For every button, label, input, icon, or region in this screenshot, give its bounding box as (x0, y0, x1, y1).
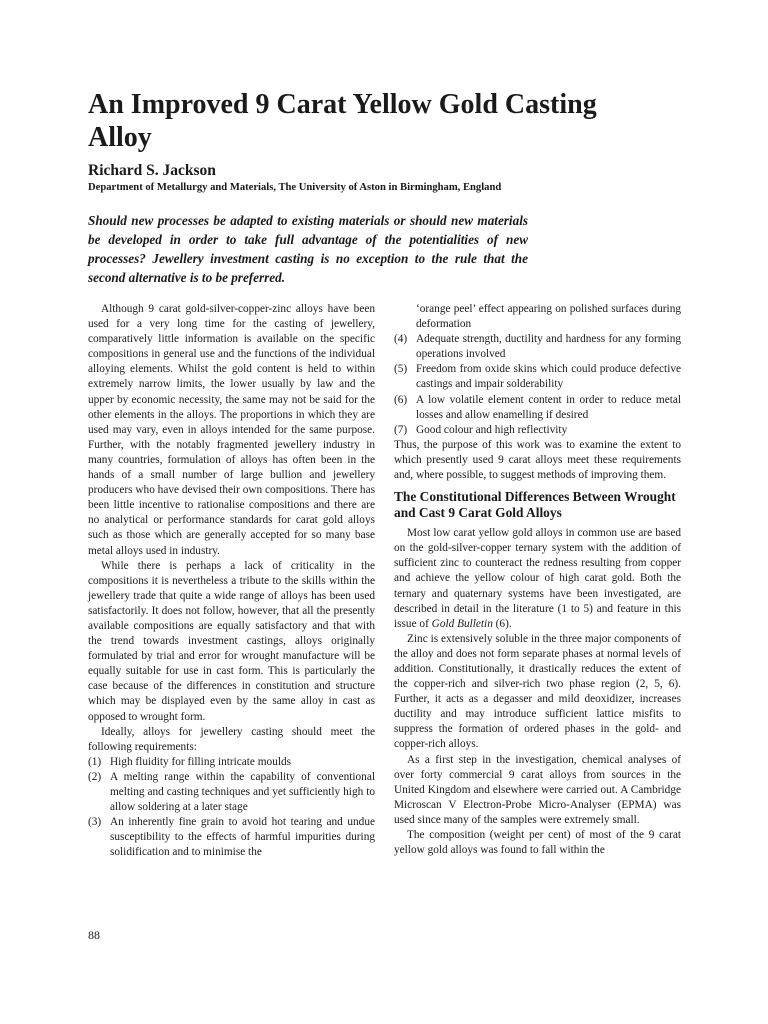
requirement-text: Adequate strength, ductility and hardness for any forming operations involved (416, 333, 681, 361)
requirement-item (394, 332, 681, 362)
section-heading: The Constitutional Differences Between Wrought and Cast 9 Carat Gold Alloys (394, 489, 676, 521)
abstract: Should new processes be adapted to existing materials or should new materials be developed in order to take full advantage of the potentialities of new processes? Jewellery investment casting is no exception to the rule that the second alternative is to be preferred. (88, 213, 528, 285)
requirement-item (88, 770, 375, 815)
requirement-text: Freedom from oxide skins which could produce defective castings and impair solderability (416, 363, 681, 391)
requirement-number: (5) (394, 363, 408, 376)
paragraph-purpose: Thus, the purpose of this work was to examine the extent to which presently used 9 carat alloys meet these requirements and, where possible, to suggest methods of improving them. (394, 438, 681, 482)
page-number: 88 (88, 928, 100, 942)
requirement-number: (3) (88, 816, 102, 829)
paragraph-zinc: Zinc is extensively soluble in the three major components of the alloy and does not form separate phases at normal levels of addition. Constitutionally, it drastically reduces the extent of the copper-rich and silver-rich two phase region (2, 5, 6). Further, it acts as a degasser and mild deoxidizer, increases ductility and may introduce sufficient lattice misfits to suppress the formation of ordered phases in the gold- and copper-rich alloys. (394, 632, 681, 751)
right-column (394, 302, 681, 858)
paragraph-composition: The composition (weight per cent) of most of the 9 carat yellow gold alloys was found to fall within the (394, 829, 681, 857)
requirement-text: A low volatile element content in order to reduce metal losses and allow enamelling if desired (416, 393, 681, 421)
requirements-list (88, 755, 375, 861)
requirement-text: An inherently fine grain to avoid hot tearing and undue susceptibility to the effects of harmful impurities during solidification and to minimise the (110, 816, 375, 859)
requirement-item (88, 755, 375, 770)
requirement-text: Good colour and high reflectivity (416, 423, 568, 436)
requirement-number: (4) (394, 333, 408, 346)
left-column (88, 302, 375, 860)
requirements-list-continued (394, 302, 681, 438)
journal-title: Gold Bulletin (431, 617, 493, 630)
requirement-number: (7) (394, 423, 408, 436)
author-name: Richard S. Jackson (88, 162, 216, 179)
requirement-text: A melting range within the capability of conventional melting and casting techniques and yet sufficiently high to allow soldering at a later stage (110, 770, 375, 814)
requirement-number: (1) (88, 755, 102, 768)
paragraph-criticality: While there is perhaps a lack of criticality in the compositions it is nevertheless a tribute to the skills within the jewellery trade that quite a wide range of alloys has been used satisfactorily. It does not follow, however, that all the presently available compositions are equally satisfactory and that with the trend towards investment castings, alloys originally formulated by trial and error for wrought manufacture will be equally suitable for use in cast form. This is particularly the case because of the differences in constitution and structure which may be displayed even by the same alloy in cast as opposed to wrought form. (88, 559, 375, 723)
paragraph-requirements-intro: Ideally, alloys for jewellery casting should meet the following requirements: (88, 725, 375, 753)
paragraph-ternary-system (394, 526, 681, 632)
requirement-text: ‘orange peel’ effect appearing on polished surfaces during deformation (416, 303, 681, 331)
requirement-item-continued (394, 302, 681, 332)
requirement-item (394, 393, 681, 423)
requirement-item (394, 423, 681, 438)
requirement-number: (2) (88, 770, 102, 783)
requirement-number: (6) (394, 393, 408, 406)
paragraph-analysis: As a first step in the investigation, chemical analyses of over forty commercial 9 carat alloys from sources in the United Kingdom and elsewhere were carried out. A Cambridge Microscan V Electron-Probe Micro-Analyser (EPMA) was used since many of the samples were extremely small. (394, 753, 681, 826)
paragraph-text: (6). (492, 617, 512, 630)
paragraph-intro: Although 9 carat gold-silver-copper-zinc alloys have been used for a very long time for the casting of jewellery, comparatively little information is available on the specific compositions in general use and the functions of the individual alloying elements. Whilst the gold content is held to within extremely narrow limits, the lower usually by law and the upper by economic necessity, the same may not be said for the other elements in the alloys. The proportions in which they are used may vary, even in alloys intended for the same purpose. Further, with the notably fragmented jewellery industry in many countries, formulation of alloys has often been in the hands of a small number of large bullion and jewellery producers who have devised their own compositions. There has been little incentive to rationalise compositions and there are no analytical or performance standards for carat gold alloys such as those which are generally accepted for so many base metal alloys used in industry. (88, 303, 375, 557)
requirement-item (88, 815, 375, 860)
author-affiliation: Department of Metallurgy and Materials, The University of Aston in Birmingham, England (88, 182, 502, 193)
article-title: An Improved 9 Carat Yellow Gold Casting Alloy (88, 89, 597, 153)
paragraph-text: Most low carat yellow gold alloys in common use are based on the gold-silver-copper ternary system with the addition of sufficient zinc to counteract the redness resulting from copper and achieve the yellow colour of high carat gold. Both the ternary and quaternary systems have been investigated, are described in detail in the literature (1 to 5) and feature in this issue of (394, 527, 681, 630)
requirement-item (394, 362, 681, 392)
requirement-text: High fluidity for filling intricate moulds (110, 755, 292, 768)
